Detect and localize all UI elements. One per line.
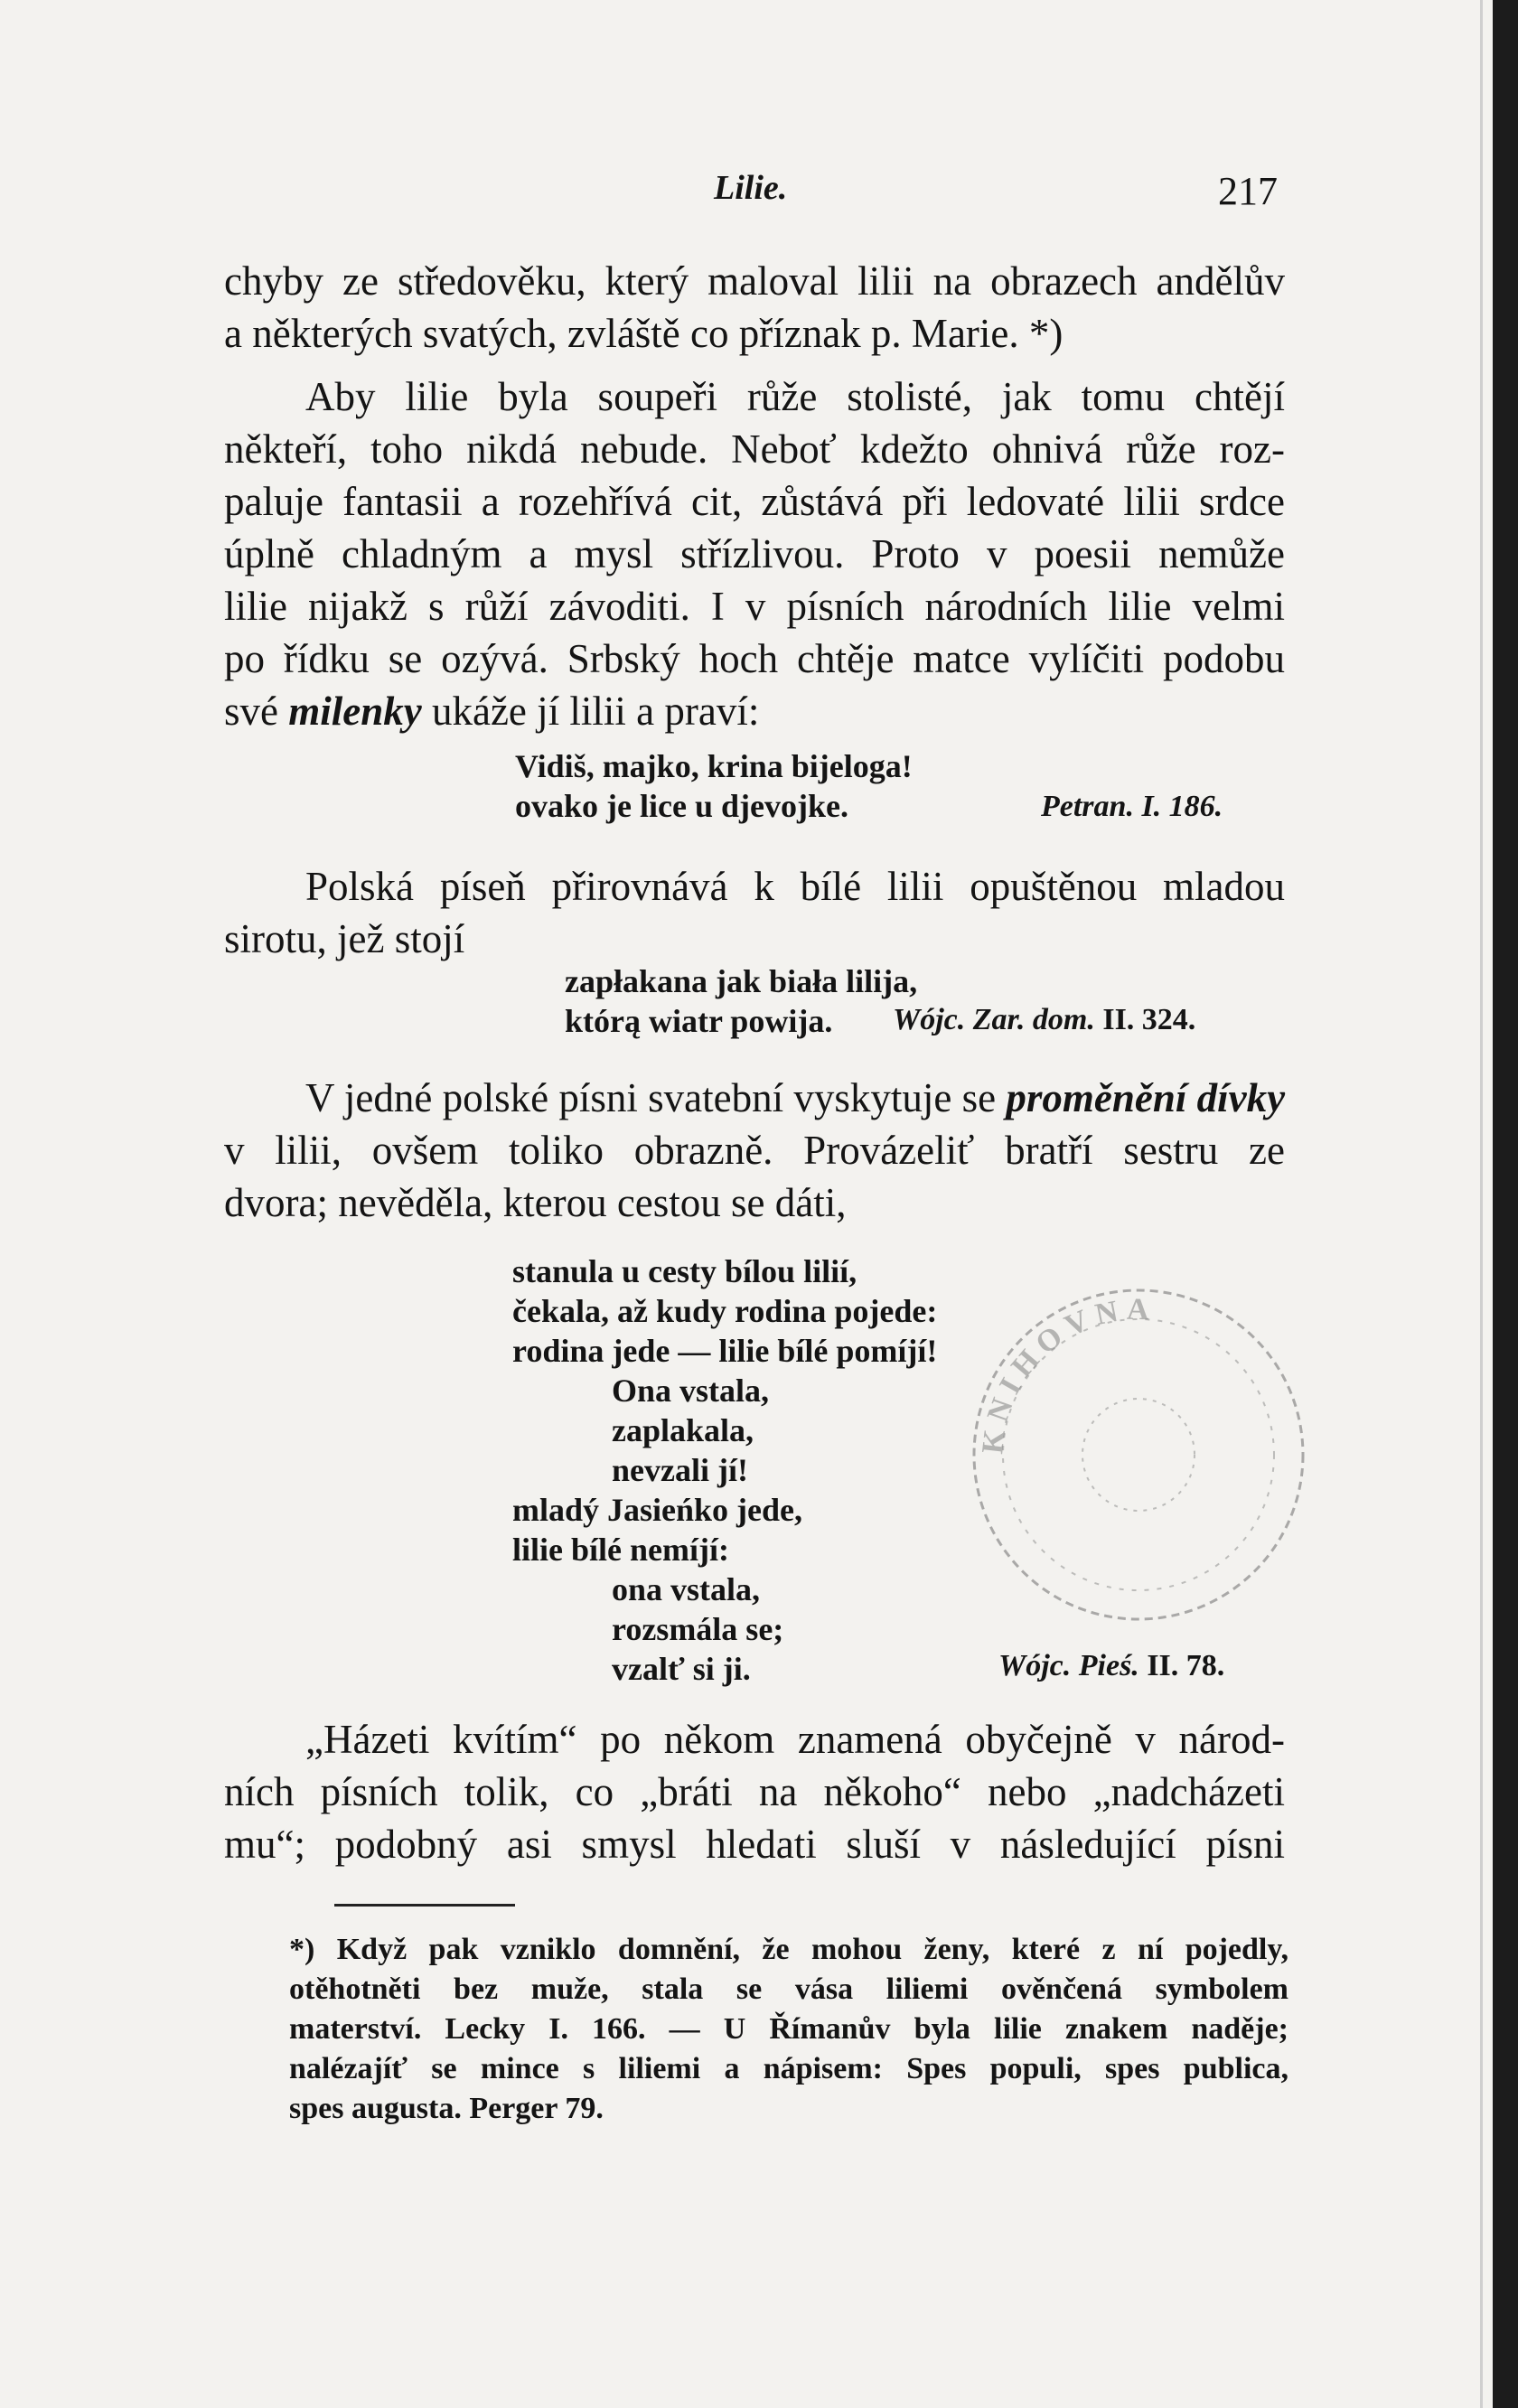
verse-line: Ona vstala,: [612, 1373, 770, 1409]
verse-line: zaplakala,: [612, 1412, 754, 1448]
paragraph-continuation: [224, 255, 1285, 360]
text-line: chyby ze středověku, který maloval lilii na obrazech andělův: [224, 258, 1285, 304]
citation-title: Wójc. Pieś.: [998, 1649, 1139, 1682]
emphasis-promeneni: proměnění dívky: [1006, 1075, 1286, 1120]
verse-line: lilie bílé nemíjí:: [512, 1532, 729, 1568]
verse-line: stanula u cesty bílou lilií,: [512, 1253, 857, 1289]
text-line: „Házeti kvítím“ po někom znamená obyčejně v národ-: [305, 1717, 1285, 1762]
text-line: a některých svatých, zvláště co příznak p. Marie. *): [224, 311, 1064, 356]
text-line: ních písních tolik, co „bráti na někoho“ nebo „nadcházeti: [224, 1769, 1285, 1814]
text-run: V jedné polské písni svatební vyskytuje se: [305, 1075, 1007, 1120]
emphasis-milenky: milenky: [288, 689, 422, 734]
text-line: [224, 685, 1285, 737]
verse-line: rodina jede — lilie bílé pomíjí!: [512, 1333, 938, 1369]
text-line: Polská píseň přirovnává k bílé lilii opuštěnou mladou: [305, 864, 1285, 909]
verse-wedding: [512, 1251, 937, 1689]
library-stamp: [940, 1256, 1337, 1654]
text-line: paluje fantasii a rozehřívá cit, zůstává při ledovaté lilii srdce: [224, 479, 1285, 524]
verse-line: vzalť si ji.: [612, 1651, 751, 1687]
verse-line: ona vstala,: [612, 1571, 761, 1607]
footnote-line: nalézajíť se mince s liliemi a nápisem: Spes populi, spes publica,: [289, 2052, 1288, 2085]
verse-line: Vidiš, majko, krina bijeloga!: [515, 748, 913, 784]
paragraph-lilie: [224, 370, 1285, 737]
text-line: [224, 1072, 1285, 1124]
verse-line: rozsmála se;: [612, 1611, 784, 1647]
paragraph-polska: [224, 860, 1285, 965]
text-line: dvora; nevěděla, kterou cestou se dáti,: [224, 1180, 847, 1225]
verse-line: nevzali jí!: [612, 1452, 748, 1488]
svg-text:KNIHOVNA: [976, 1293, 1157, 1456]
footnote: [289, 1930, 1288, 2129]
verse-line: którą wiatr powija.: [565, 1003, 833, 1039]
text-line: lilie nijakž s růží závoditi. I v písních národních lilie velmi: [224, 584, 1285, 629]
footnote-line: materství. Lecky I. 166. — U Římanův byla lilie znakem naděje;: [289, 2012, 1288, 2046]
text-line: mu“; podobný asi smysl hledati sluší v následující písni: [224, 1822, 1285, 1867]
text-line: v lilii, ovšem toliko obrazně. Provázeliť bratří sestru ze: [224, 1128, 1285, 1173]
text-line: někteří, toho nikdá nebude. Neboť kdežto ohnivá růže roz-: [224, 426, 1285, 472]
paragraph-svatebni: [224, 1072, 1285, 1229]
verse-line: čekala, až kudy rodina pojede:: [512, 1293, 938, 1329]
verse-polish: [565, 961, 917, 1041]
text-line: úplně chladným a mysl střízlivou. Proto v poesii nemůže: [224, 531, 1285, 576]
verse-line: mladý Jasieńko jede,: [512, 1492, 803, 1528]
text-line: Aby lilie byla soupeři růže stolisté, jak tomu chtějí: [305, 374, 1285, 419]
citation-text: Petran. I. 186.: [1041, 790, 1223, 823]
verse-line: zapłakana jak biała lilija,: [565, 963, 918, 999]
text-run: své: [224, 689, 289, 734]
stamp-text: KNIHOVNA: [976, 1292, 1157, 1456]
footnote-line: *) Když pak vzniklo domnění, že mohou ženy, které z ní pojedly,: [289, 1933, 1288, 1966]
citation-ref: II. 78.: [1138, 1649, 1225, 1682]
page-number: 217: [1218, 169, 1278, 213]
citation-petran: [1041, 790, 1223, 824]
citation-wojcicki-pies: [998, 1649, 1224, 1683]
citation-ref: II. 324.: [1094, 1003, 1196, 1036]
text-line: sirotu, jež stojí: [224, 916, 465, 961]
verse-line: ovako je lice u djevojke.: [515, 788, 848, 824]
paragraph-hazeti: [224, 1713, 1285, 1870]
verse-serbian: [515, 746, 913, 826]
text-line: po řídku se ozývá. Srbský hoch chtěje matce vylíčiti podobu: [224, 636, 1285, 681]
citation-title: Wójc. Zar. dom.: [893, 1003, 1095, 1036]
text-run: ukáže jí lilii a praví:: [421, 689, 760, 734]
citation-wojcicki-zar: [893, 1003, 1195, 1037]
page-edge: [1480, 0, 1483, 2408]
footnote-line: otěhotněti bez muže, stala se vása liliemi ověnčená symbolem: [289, 1972, 1288, 2006]
footnote-rule: [334, 1904, 515, 1907]
footnote-line: spes augusta. Perger 79.: [289, 2092, 604, 2125]
running-head-title: Lilie.: [714, 169, 788, 207]
